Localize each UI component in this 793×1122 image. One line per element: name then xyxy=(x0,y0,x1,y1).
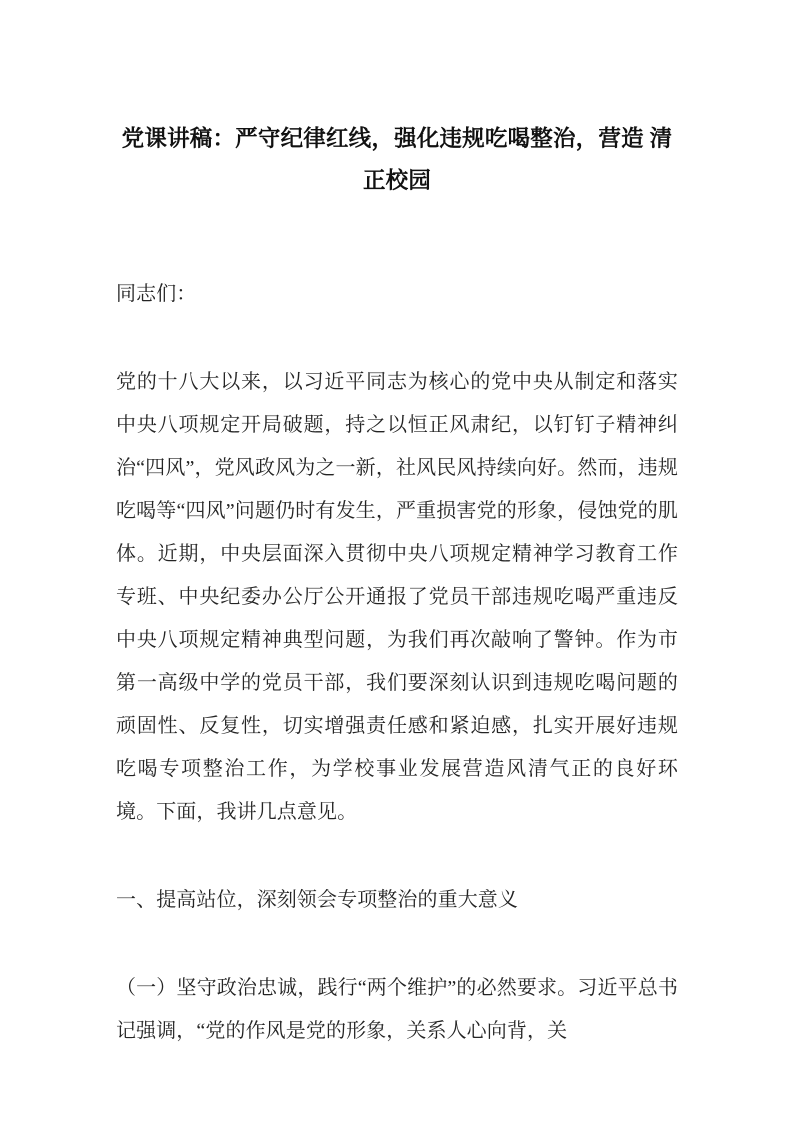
salutation: 同志们： xyxy=(116,283,197,305)
subsection-paragraph-one: （一）坚守政治忠诚，践行“两个维护”的必然要求。习近平总书记强调，“党的作风是党的形象，关系人心向背，关 xyxy=(116,977,678,1042)
section-heading-one: 一、提高站位，深刻领会专项整治的重大意义 xyxy=(116,889,518,911)
document-content xyxy=(116,0,678,1053)
page-title xyxy=(116,0,678,202)
page-title-line-1: 党课讲稿：严守纪律红线，强化违规吃喝整治，营造 xyxy=(121,126,644,151)
page-title-line-2: 清正校园 xyxy=(362,126,673,193)
intro-paragraph: 党的十八大以来，以习近平同志为核心的党中央从制定和落实中央八项规定开局破题，持之以恒正风肃纪，以钉钉子精神纠治“四风”，党风政风为之一新，社风民风持续向好。然而，违规吃喝等“四风”问题仍时有发生，严重损害党的形象，侵蚀党的肌体。近期，中央层面深入贯彻中央八项规定精神学习教育工作专班、中央纪委办公厅公开通报了党员干部违规吃喝严重违反中央八项规定精神典型问题，为我们再次敲响了警钟。作为市第一高级中学的党员干部，我们要深刻认识到违规吃喝问题的顽固性、反复性，切实增强责任感和紧迫感，扎实开展好违规吃喝专项整治工作，为学校事业发展营造风清气正的良好环境。下面，我讲几点意见。 xyxy=(116,371,678,823)
